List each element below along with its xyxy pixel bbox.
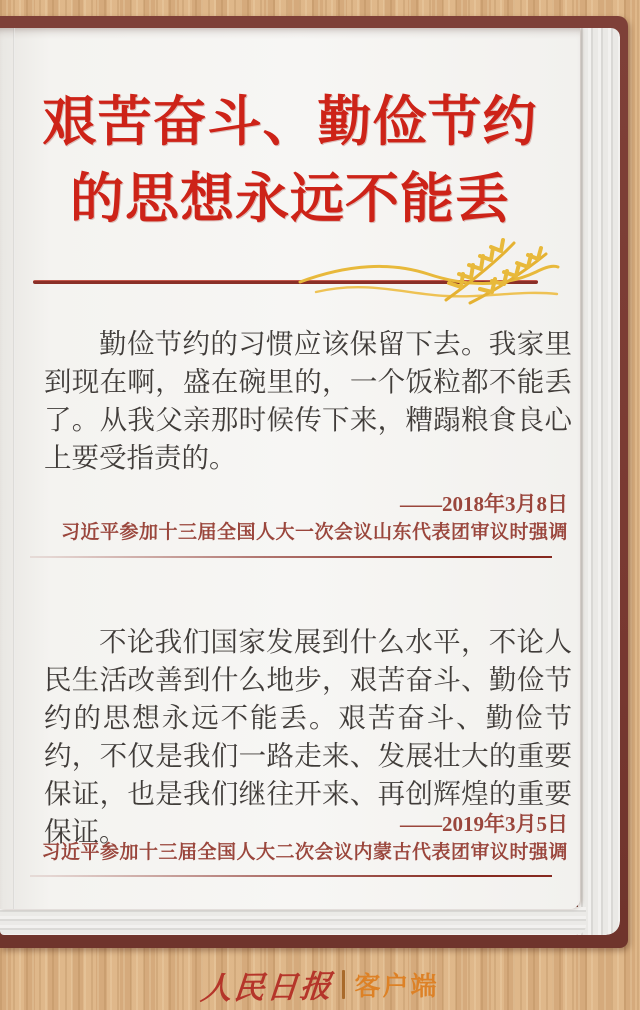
book-page [0, 28, 620, 935]
section-divider-2 [30, 875, 552, 877]
page-stack-edge-bottom [0, 907, 586, 935]
page-sheet [0, 28, 580, 909]
page-stack-edge-right [578, 28, 620, 935]
poster-title-line1: 艰苦奋斗、勤俭节约 [42, 92, 538, 152]
quote-attribution-2 [30, 810, 568, 866]
brand-client-label: 客户端 [354, 970, 439, 1001]
section-divider-1 [30, 556, 552, 558]
brand-divider-bar [342, 970, 345, 999]
quote-source-1: 习近平参加十三届全国人大一次会议山东代表团审议时强调 [60, 522, 568, 543]
quote-source-2: 习近平参加十三届全国人大二次会议内蒙古代表团审议时强调 [41, 842, 568, 863]
quote-date-2: ——2019年3月5日 [400, 812, 568, 836]
wheat-icon [298, 238, 560, 306]
poster-title-line2: 的思想永远不能丢 [70, 169, 510, 229]
quote-attribution-1 [30, 490, 568, 546]
peoples-daily-logo: 人民日报 [199, 968, 335, 1007]
poster-title [0, 84, 580, 238]
quote-text-1: 勤俭节约的习惯应该保留下去。我家里到现在啊，盛在碗里的，一个饭粒都不能丢了。从我父亲那时候传下来，糟蹋粮食良心上要受指责的。 [44, 328, 572, 473]
footer-brand [0, 962, 640, 1006]
quote-date-1: ——2018年3月8日 [400, 492, 568, 516]
quote-text-2: 不论我们国家发展到什么水平，不论人民生活改善到什么地步，艰苦奋斗、勤俭节约的思想永远不能丢。艰苦奋斗、勤俭节约，不仅是我们一路走来、发展壮大的重要保证，也是我们继往开来、再创辉煌的重要保证。 [44, 626, 572, 847]
